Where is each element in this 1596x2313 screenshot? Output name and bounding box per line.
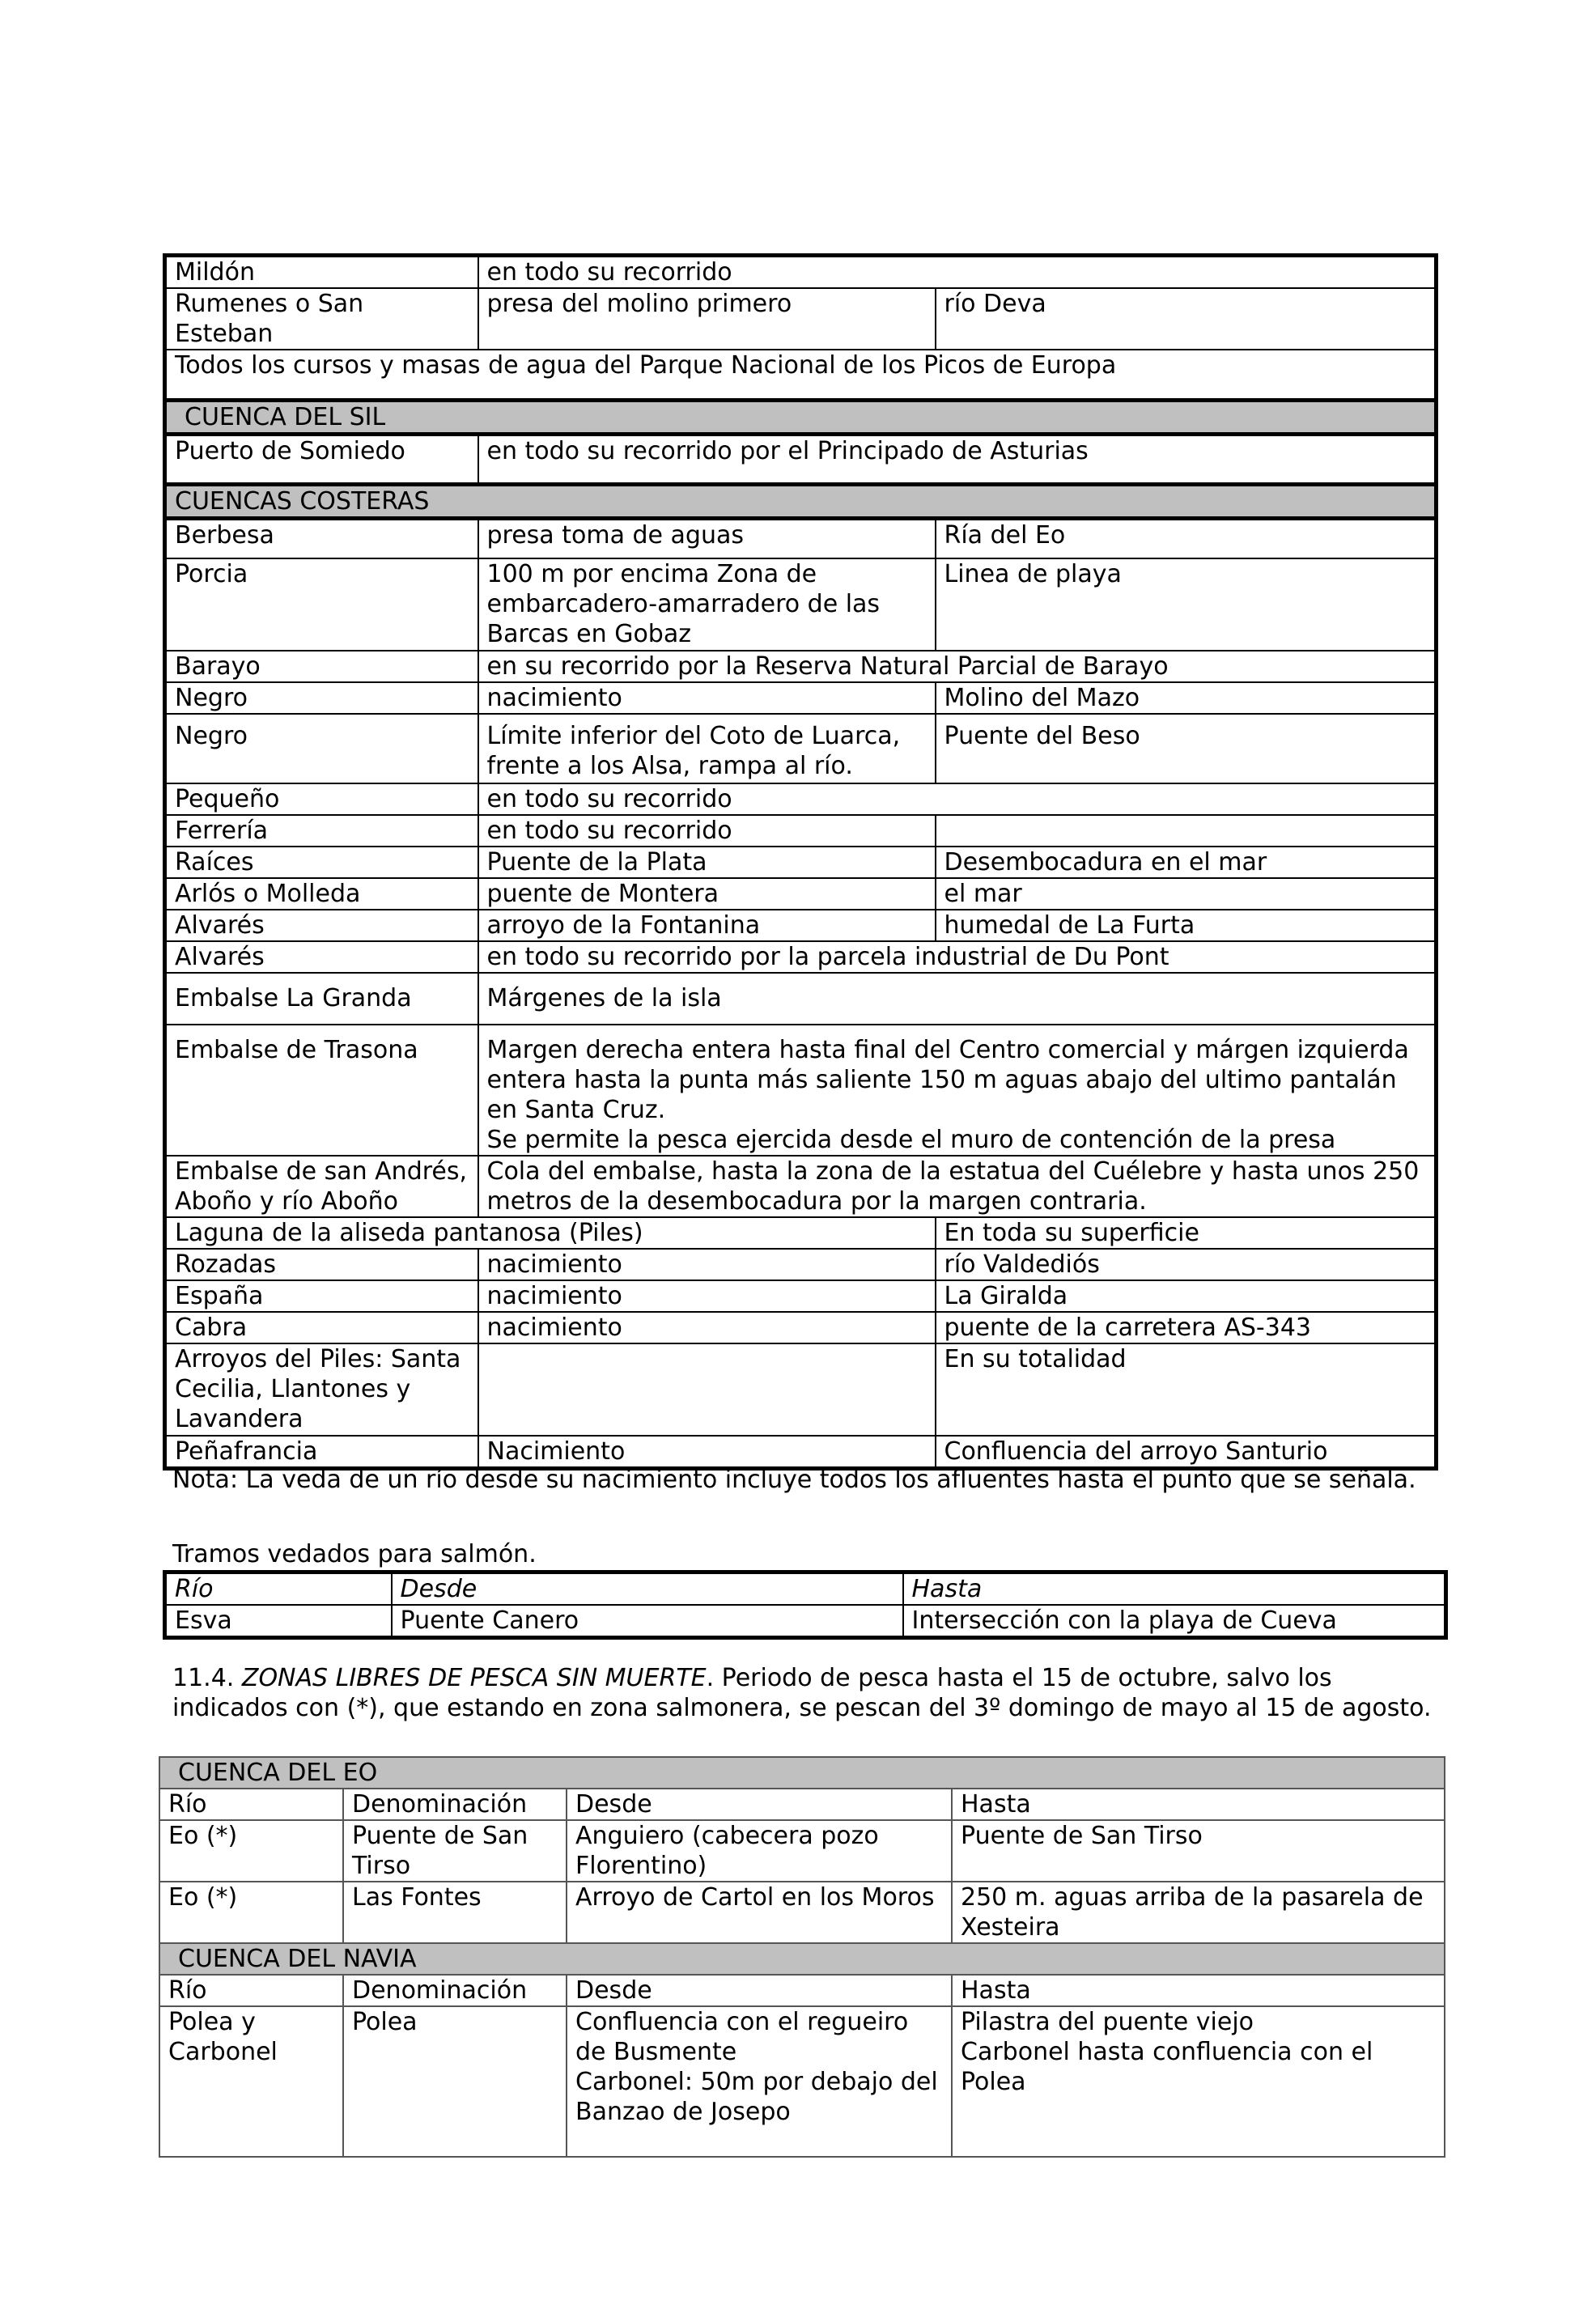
cell: Cabra (165, 1312, 478, 1343)
cell: Confluencia del arroyo Santurio (936, 1436, 1437, 1469)
table-row (165, 288, 1437, 350)
table-row (165, 1156, 1437, 1217)
section-header: CUENCA DEL NAVIA (159, 1943, 1445, 1975)
table-row (165, 682, 1437, 714)
cell: Puente de la Plata (478, 847, 936, 878)
table-row (165, 714, 1437, 783)
cell: Alvarés (165, 941, 478, 973)
cell: Negro (165, 682, 478, 714)
cell: nacimiento (478, 1249, 936, 1280)
table-row (165, 815, 1437, 847)
cell: España (165, 1280, 478, 1312)
cell: Alvarés (165, 910, 478, 941)
header-cell: Río (159, 1975, 343, 2006)
table-row (165, 878, 1437, 910)
table-row (165, 518, 1437, 558)
cell: Puente del Beso (936, 714, 1437, 783)
cell: Intersección con la playa de Cueva (903, 1605, 1446, 1638)
section-row (165, 400, 1437, 434)
cell: Ría del Eo (936, 518, 1437, 558)
cell-text: Pilastra del puente viejo (961, 2008, 1254, 2036)
table-row (165, 1025, 1437, 1156)
table-row (165, 973, 1437, 1025)
section-header: CUENCA DEL EO (159, 1757, 1445, 1789)
table-header-row (159, 1789, 1445, 1820)
cell: Mildón (165, 256, 478, 289)
cell (952, 2006, 1445, 2157)
cell: 100 m por encima Zona de embarcadero-amarradero de las Barcas en Gobaz (478, 558, 936, 651)
cell: el mar (936, 878, 1437, 910)
table-row (165, 1605, 1446, 1638)
table-row (165, 1343, 1437, 1436)
cell: Arlós o Molleda (165, 878, 478, 910)
cell: Pequeño (165, 783, 478, 815)
cell: Negro (165, 714, 478, 783)
cell: Eo (*) (159, 1820, 343, 1882)
cell: puente de la carretera AS-343 (936, 1312, 1437, 1343)
cell: Raíces (165, 847, 478, 878)
section-row (165, 484, 1437, 518)
cell: Las Fontes (343, 1882, 567, 1943)
cell: Berbesa (165, 518, 478, 558)
section-row (159, 1757, 1445, 1789)
table-row (159, 1882, 1445, 1943)
cell: La Giralda (936, 1280, 1437, 1312)
cell: Arroyos del Piles: Santa Cecilia, Llantones y Lavandera (165, 1343, 478, 1436)
cell: Arroyo de Cartol en los Moros (567, 1882, 952, 1943)
cell: Polea (343, 2006, 567, 2157)
cell: Nacimiento (478, 1436, 936, 1469)
header-cell: Denominación (343, 1789, 567, 1820)
table-row (165, 651, 1437, 682)
section-11-4-text (172, 1663, 1435, 1723)
cell: Rozadas (165, 1249, 478, 1280)
section-number: 11.4. (172, 1664, 235, 1692)
cell: Puente de San Tirso (343, 1820, 567, 1882)
table-row (165, 910, 1437, 941)
cell: Peñafrancia (165, 1436, 478, 1469)
cell: Polea y Carbonel (159, 2006, 343, 2157)
cell: Todos los cursos y masas de agua del Parque Nacional de los Picos de Europa (165, 350, 1437, 400)
cell: en todo su recorrido (478, 815, 936, 847)
table-row (165, 558, 1437, 651)
cell: Desembocadura en el mar (936, 847, 1437, 878)
table-row (165, 783, 1437, 815)
table-row (165, 1312, 1437, 1343)
cell: Puerto de Somiedo (165, 434, 478, 484)
cell: Esva (165, 1605, 392, 1638)
cell: Barayo (165, 651, 478, 682)
header-cell: Río (165, 1572, 392, 1606)
cell: presa toma de aguas (478, 518, 936, 558)
salmon-table (163, 1570, 1448, 1640)
cell: Límite inferior del Coto de Luarca, frente a los Alsa, rampa al río. (478, 714, 936, 783)
cell-text: Se permite la pesca ejercida desde el muro de contención de la presa (486, 1126, 1336, 1154)
cell: en todo su recorrido (478, 783, 1437, 815)
header-cell: Hasta (903, 1572, 1446, 1606)
table-header-row (165, 1572, 1446, 1606)
cell-text: Carbonel: 50m por debajo del Banzao de Josepo (575, 2068, 938, 2126)
cell: nacimiento (478, 1312, 936, 1343)
table-row (165, 847, 1437, 878)
cell: Laguna de la aliseda pantanosa (Piles) (165, 1217, 936, 1249)
cell: Anguiero (cabecera pozo Florentino) (567, 1820, 952, 1882)
cell (936, 815, 1437, 847)
cell: en todo su recorrido por el Principado de Asturias (478, 434, 1437, 484)
cell: nacimiento (478, 682, 936, 714)
cell (478, 1343, 936, 1436)
cell: Embalse La Granda (165, 973, 478, 1025)
cell: en todo su recorrido (478, 256, 1437, 289)
cell: En su totalidad (936, 1343, 1437, 1436)
zonas-libres-table (159, 1756, 1445, 2158)
vedados-table (163, 253, 1438, 1471)
cell-text: Confluencia con el regueiro de Busmente (575, 2008, 909, 2066)
header-cell: Desde (567, 1789, 952, 1820)
cell: Márgenes de la isla (478, 973, 1437, 1025)
header-cell: Río (159, 1789, 343, 1820)
cell-text: Carbonel hasta confluencia con el Polea (961, 2038, 1373, 2096)
cell: Linea de playa (936, 558, 1437, 651)
table-row (165, 1249, 1437, 1280)
cell: Porcia (165, 558, 478, 651)
cell: en todo su recorrido por la parcela industrial de Du Pont (478, 941, 1437, 973)
table-row (165, 256, 1437, 289)
cell: arroyo de la Fontanina (478, 910, 936, 941)
cell: 250 m. aguas arriba de la pasarela de Xesteira (952, 1882, 1445, 1943)
cell: Puente Canero (392, 1605, 903, 1638)
cell: río Valdediós (936, 1249, 1437, 1280)
cell (478, 1025, 1437, 1156)
table-row (165, 350, 1437, 400)
header-cell: Hasta (952, 1975, 1445, 2006)
cell: Embalse de Trasona (165, 1025, 478, 1156)
table-row (165, 1436, 1437, 1469)
cell: En toda su superficie (936, 1217, 1437, 1249)
cell: nacimiento (478, 1280, 936, 1312)
cell: Cola del embalse, hasta la zona de la estatua del Cuélebre y hasta unos 250 metros de la desembocadura por la margen contraria. (478, 1156, 1437, 1217)
cell: en su recorrido por la Reserva Natural Parcial de Barayo (478, 651, 1437, 682)
cell: Ferrería (165, 815, 478, 847)
table-row (165, 434, 1437, 484)
section-body: . Periodo de pesca hasta el 15 de octubre, salvo los indicados con (*), que estando en zona salmonera, se pescan del 3º domingo de mayo al 15 de agosto. (172, 1664, 1432, 1722)
cell: Embalse de san Andrés, Aboño y río Aboño (165, 1156, 478, 1217)
header-cell: Desde (392, 1572, 903, 1606)
table-row (159, 2006, 1445, 2157)
cell-text: Margen derecha entera hasta final del Centro comercial y márgen izquierda entera hasta la punta más saliente 150 m aguas abajo del ultimo pantalán en Santa Cruz. (486, 1036, 1409, 1124)
section-title: ZONAS LIBRES DE PESCA SIN MUERTE (241, 1664, 707, 1692)
section-header: CUENCAS COSTERAS (165, 484, 1437, 518)
table-row (159, 1820, 1445, 1882)
header-cell: Denominación (343, 1975, 567, 2006)
section-header: CUENCA DEL SIL (165, 400, 1437, 434)
cell (567, 2006, 952, 2157)
cell: presa del molino primero (478, 288, 936, 350)
header-cell: Desde (567, 1975, 952, 2006)
cell: Molino del Mazo (936, 682, 1437, 714)
table-row (165, 1217, 1437, 1249)
header-cell: Hasta (952, 1789, 1445, 1820)
cell: humedal de La Furta (936, 910, 1437, 941)
table-row (165, 941, 1437, 973)
salmon-heading: Tramos vedados para salmón. (172, 1540, 537, 1568)
cell: puente de Montera (478, 878, 936, 910)
cell: río Deva (936, 288, 1437, 350)
cell: Eo (*) (159, 1882, 343, 1943)
note-text: Nota: La veda de un río desde su nacimiento incluye todos los afluentes hasta el punto que se señala. (172, 1466, 1416, 1494)
table-row (165, 1280, 1437, 1312)
section-row (159, 1943, 1445, 1975)
cell: Puente de San Tirso (952, 1820, 1445, 1882)
table-header-row (159, 1975, 1445, 2006)
cell: Rumenes o San Esteban (165, 288, 478, 350)
